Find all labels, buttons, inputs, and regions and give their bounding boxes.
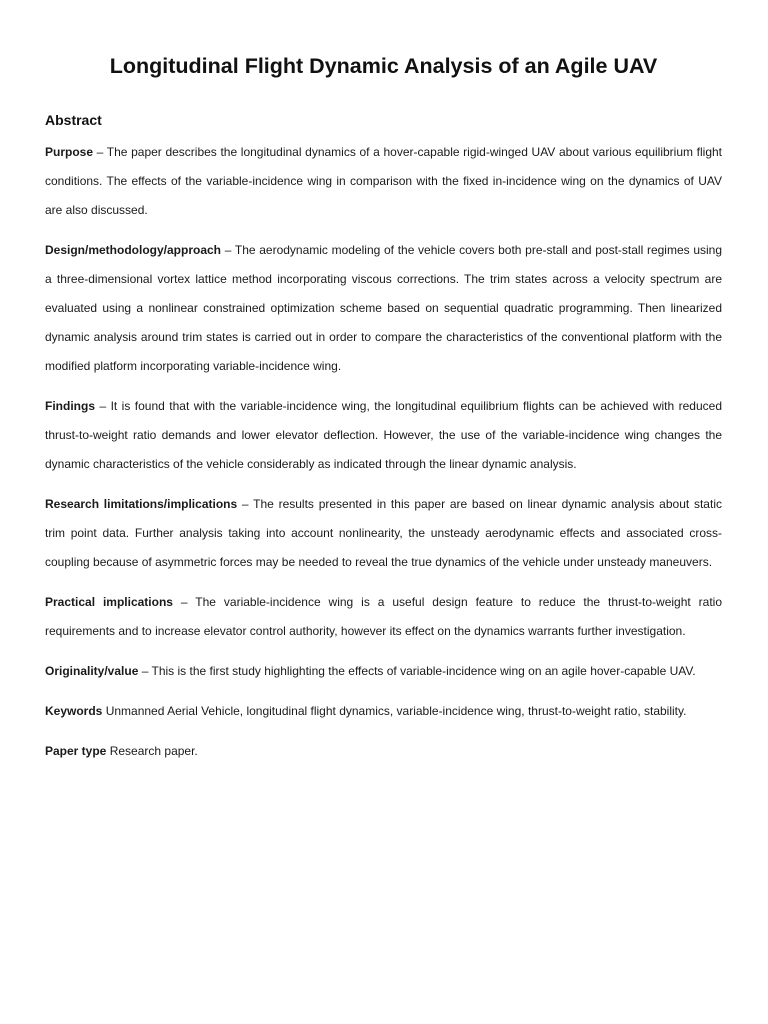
abstract-paper-type bbox=[45, 737, 722, 766]
section-label: Paper type bbox=[45, 744, 107, 758]
section-text: The paper describes the longitudinal dynamics of a hover-capable rigid-winged UAV about various equilibrium flight conditions. The effects of the variable-incidence wing in comparison with the fixed in-incidence wing on the dynamics of UAV are also discussed. bbox=[45, 145, 723, 217]
section-label: Design/methodology/approach bbox=[45, 243, 222, 257]
section-label: Keywords bbox=[45, 704, 103, 718]
section-separator: – bbox=[237, 497, 254, 511]
abstract-heading: Abstract bbox=[45, 112, 102, 128]
paper-page bbox=[45, 48, 722, 766]
section-text: Unmanned Aerial Vehicle, longitudinal flight dynamics, variable-incidence wing, thrust-to-weight ratio, stability. bbox=[105, 704, 687, 718]
abstract-findings bbox=[45, 392, 722, 479]
section-label: Findings bbox=[45, 399, 95, 413]
section-label: Originality/value bbox=[45, 664, 139, 678]
section-separator: – bbox=[172, 595, 196, 609]
section-text: This is the first study highlighting the effects of variable-incidence wing on an agile hover-capable UAV. bbox=[151, 664, 696, 678]
abstract-research-limitations bbox=[45, 490, 722, 577]
abstract-originality-value bbox=[45, 657, 722, 686]
section-text: It is found that with the variable-incidence wing, the longitudinal equilibrium flights can be achieved with reduced thrust-to-weight ratio demands and lower elevator deflection. However, the use of the variable-incidence wing changes the dynamic characteristics of the vehicle considerably as indicated through the linear dynamic analysis. bbox=[45, 399, 722, 471]
section-separator: – bbox=[138, 664, 152, 678]
section-label: Purpose bbox=[45, 145, 94, 159]
section-label: Research limitations/implications bbox=[45, 497, 238, 511]
abstract-keywords bbox=[45, 697, 722, 726]
section-separator: – bbox=[221, 243, 235, 257]
section-text: Research paper. bbox=[109, 744, 198, 758]
section-label: Practical implications bbox=[45, 595, 173, 609]
abstract-practical-implications bbox=[45, 588, 722, 646]
section-text: The aerodynamic modeling of the vehicle covers both pre-stall and post-stall regimes using a three-dimensional vortex lattice method incorporating viscous corrections. The trim states across a velocity spectrum are evaluated using a nonlinear constrained optimization scheme based on sequential quadratic programming. Then linearized dynamic analysis around trim states is carried out in order to compare the characteristics of the conventional platform with the modified platform incorporating variable-incidence wing. bbox=[45, 243, 723, 373]
section-separator: – bbox=[93, 145, 107, 159]
section-text: The results presented in this paper are based on linear dynamic analysis about static trim point data. Further analysis taking into account nonlinearity, the unsteady aerodynamic effects and associated cross-coupling because of asymmetric forces may be needed to reveal the true dynamics of the vehicle under unsteady maneuvers. bbox=[45, 497, 722, 569]
section-separator: – bbox=[95, 399, 111, 413]
abstract-design-methodology bbox=[45, 236, 722, 381]
abstract-purpose bbox=[45, 138, 722, 225]
paper-title: Longitudinal Flight Dynamic Analysis of an Agile UAV bbox=[109, 54, 658, 78]
section-text: The variable-incidence wing is a useful design feature to reduce the thrust-to-weight ratio requirements and to increase elevator control authority, however its effect on the dynamics warrants further investigation. bbox=[45, 595, 723, 638]
